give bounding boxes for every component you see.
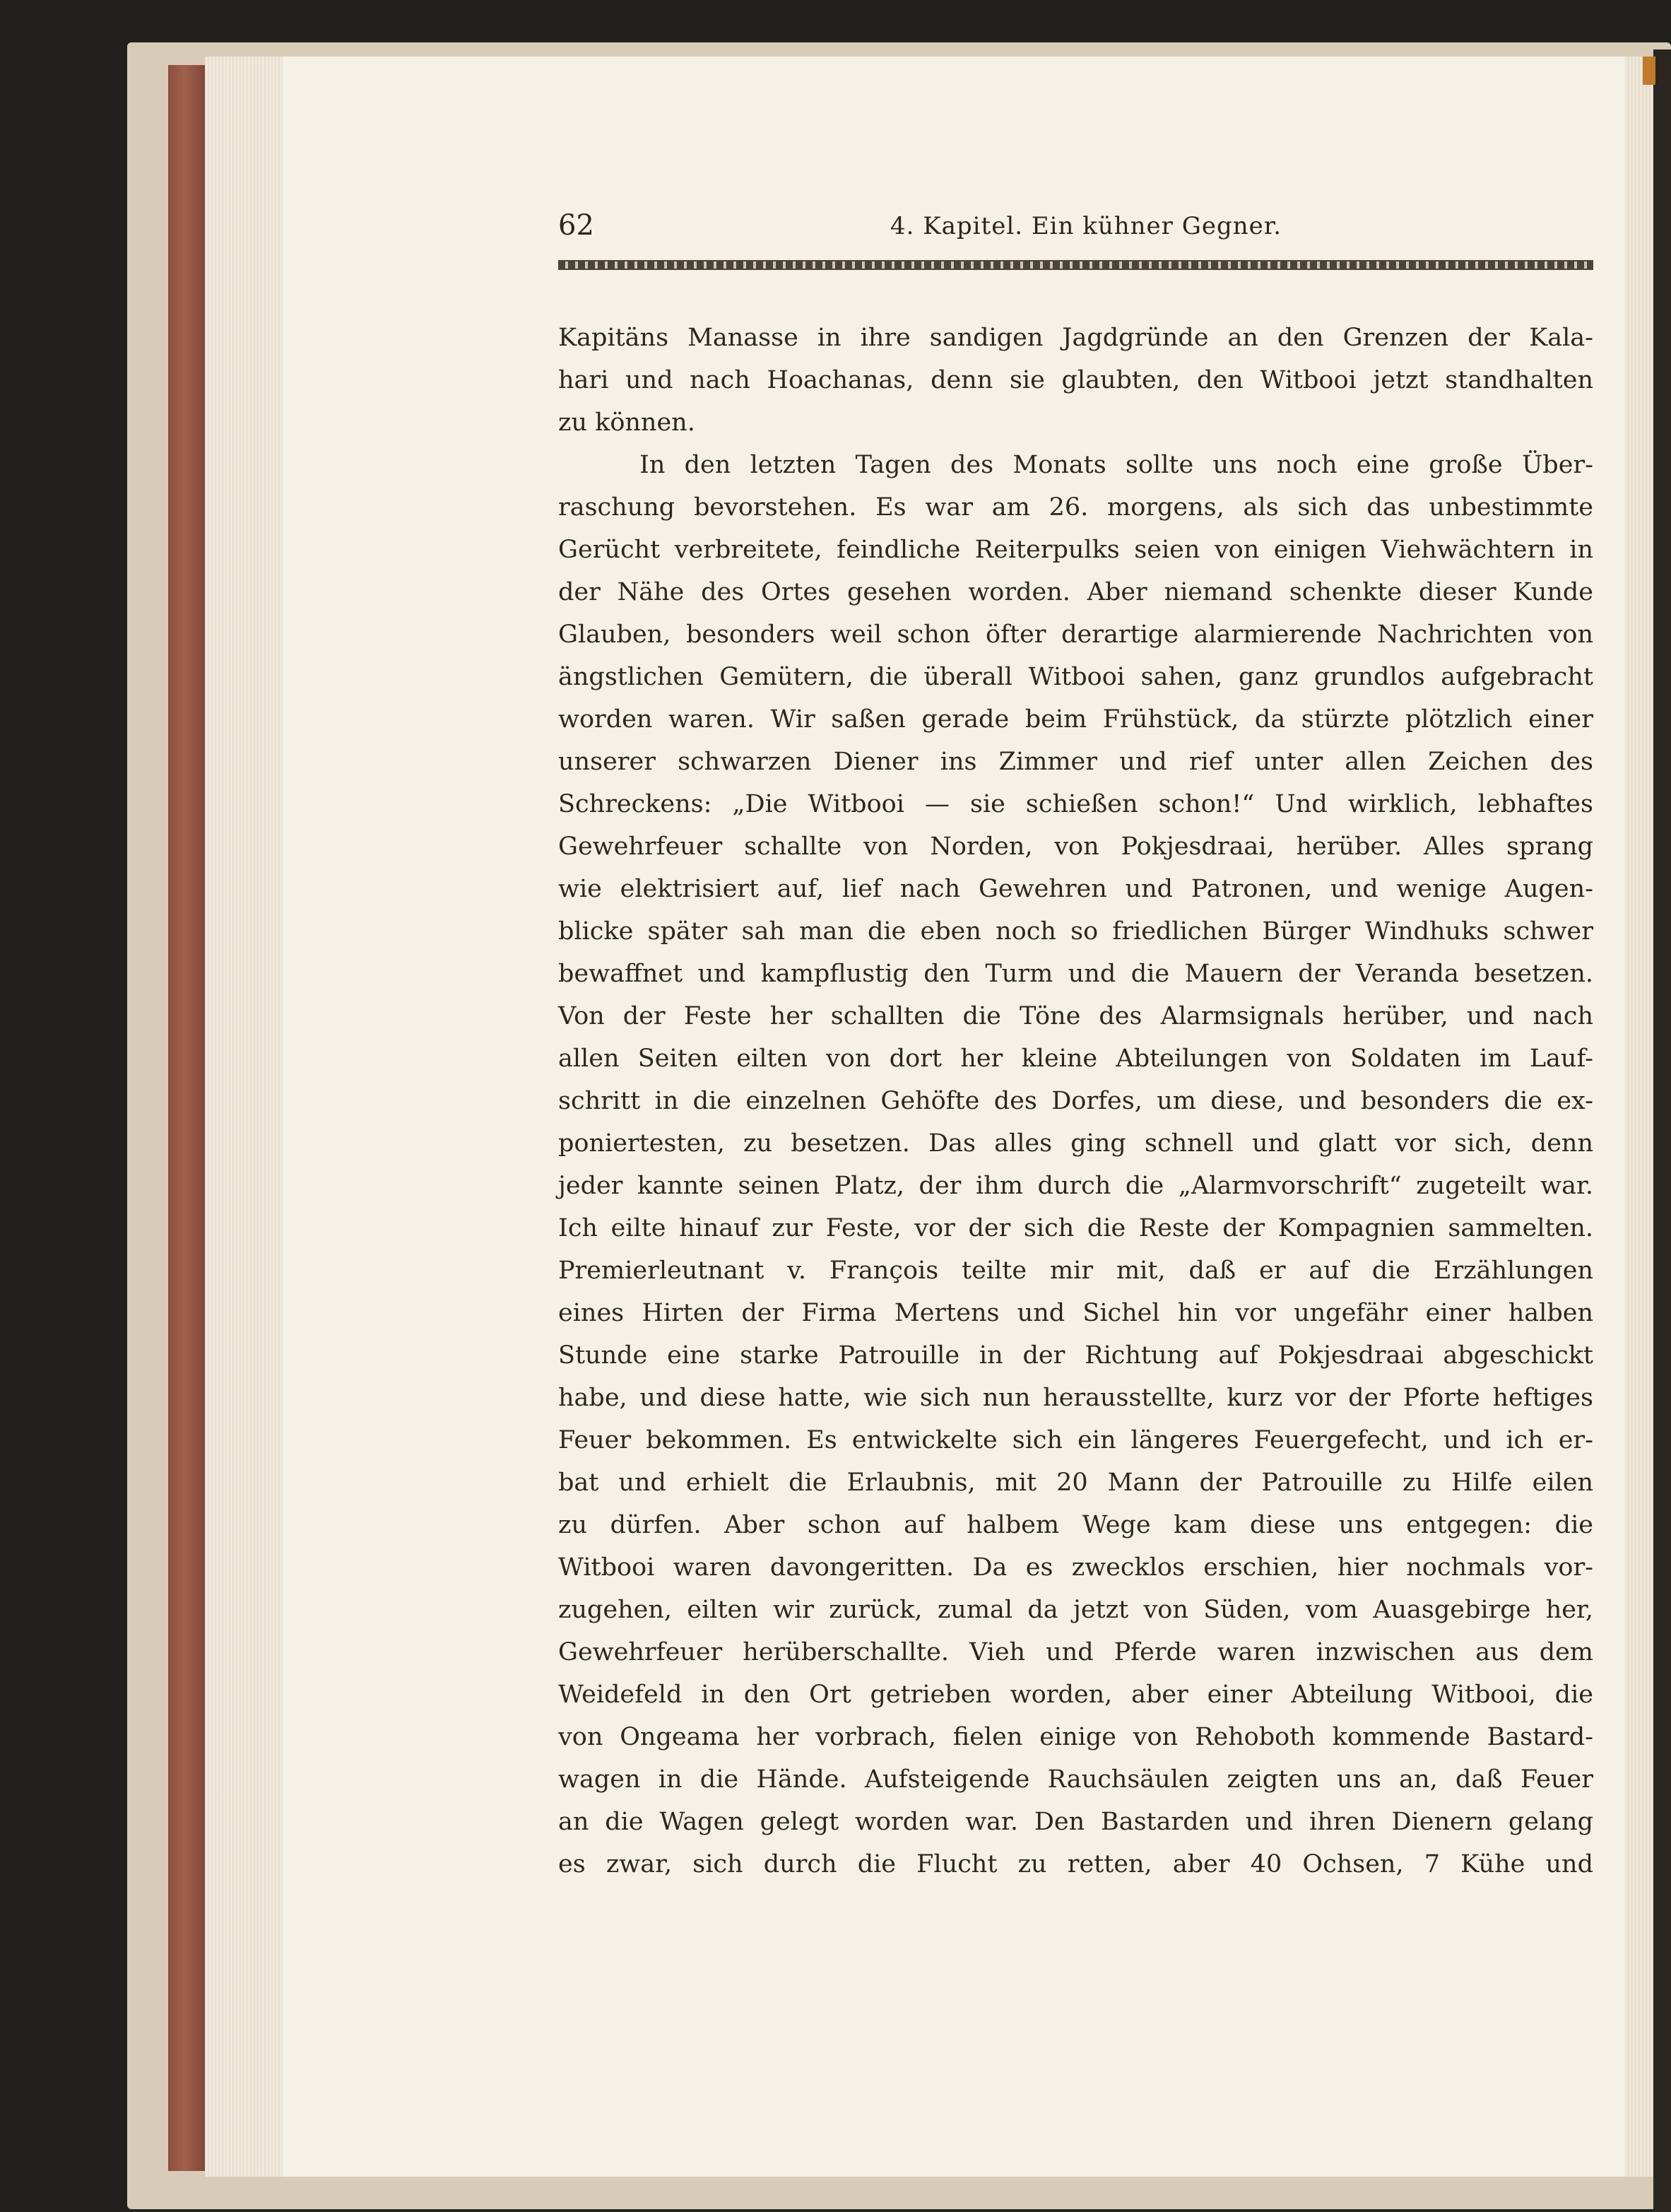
text-line: zu können. [558, 408, 695, 437]
text-line: raschung bevorstehen. Es war am 26. morgens, als sich das unbestimmte [558, 493, 1593, 522]
text-line: allen Seiten eilten von dort her kleine Abteilungen von Soldaten im Lauf- [558, 1045, 1593, 1073]
text-line: Gewehrfeuer herüberschallte. Vieh und Pferde waren inzwischen aus dem [558, 1638, 1593, 1666]
text-line: zugehen, eilten wir zurück, zumal da jetzt von Süden, vom Auasgebirge her, [558, 1596, 1593, 1624]
text-line: der Nähe des Ortes gesehen worden. Aber niemand schenkte dieser Kunde [558, 578, 1593, 606]
text-line: jeder kannte seinen Platz, der ihm durch die „Alarmvorschrift“ zugeteilt war. [558, 1172, 1593, 1200]
facing-page-gutter [1653, 49, 1671, 2212]
text-line: an die Wagen gelegt worden war. Den Bastarden und ihren Dienern gelang [558, 1808, 1593, 1836]
bookmark-tab [1643, 57, 1655, 85]
text-line: ängstlichen Gemütern, die überall Witbooi sahen, ganz grundlos aufgebracht [558, 663, 1593, 691]
text-line: es zwar, sich durch die Flucht zu retten, aber 40 Ochsen, 7 Kühe und [558, 1850, 1593, 1878]
text-line: Premierleutnant v. François teilte mir mit, daß er auf die Erzählungen [558, 1257, 1593, 1285]
text-line: Kapitäns Manasse in ihre sandigen Jagdgründe an den Grenzen der Kala- [558, 324, 1593, 352]
text-line: blicke später sah man die eben noch so friedlichen Bürger Windhuks schwer [558, 917, 1593, 946]
text-line: Witbooi waren davongeritten. Da es zwecklos erschien, hier nochmals vor- [558, 1553, 1593, 1582]
body-text [558, 317, 1593, 1928]
running-head: 4. Kapitel. Ein kühner Gegner. [890, 212, 1282, 240]
page-header [558, 209, 1597, 252]
text-line: wagen in die Hände. Aufsteigende Rauchsäulen zeigten uns an, daß Feuer [558, 1765, 1593, 1794]
text-line: bat und erhielt die Erlaubnis, mit 20 Mann der Patrouille zu Hilfe eilen [558, 1469, 1593, 1497]
text-line: worden waren. Wir saßen gerade beim Frühstück, da stürzte plötzlich einer [558, 705, 1593, 734]
text-line: poniertesten, zu besetzen. Das alles ging schnell und glatt vor sich, denn [558, 1129, 1593, 1158]
text-line: Gewehrfeuer schallte von Norden, von Pokjesdraai, herüber. Alles sprang [558, 833, 1593, 861]
text-line: In den letzten Tagen des Monats sollte uns noch eine große Über- [639, 451, 1593, 479]
text-line: Glauben, besonders weil schon öfter derartige alarmierende Nachrichten von [558, 620, 1593, 649]
text-line: Weidefeld in den Ort getrieben worden, aber einer Abteilung Witbooi, die [558, 1681, 1593, 1709]
page-number: 62 [558, 209, 594, 242]
text-line: zu dürfen. Aber schon auf halbem Wege kam diese uns entgegen: die [558, 1511, 1593, 1539]
text-line: Stunde eine starke Patrouille in der Richtung auf Pokjesdraai abgeschickt [558, 1341, 1593, 1370]
text-line: bewaffnet und kampflustig den Turm und die Mauern der Veranda besetzen. [558, 960, 1593, 988]
text-line: schritt in die einzelnen Gehöfte des Dorfes, um diese, und besonders die ex- [558, 1087, 1593, 1115]
page-edges-right [1625, 57, 1653, 2177]
text-line: Von der Feste her schallten die Töne des Alarmsignals herüber, und nach [558, 1002, 1593, 1030]
text-line: habe, und diese hatte, wie sich nun herausstellte, kurz vor der Pforte heftiges [558, 1384, 1593, 1412]
cover-spine-edge [168, 65, 208, 2171]
text-line: eines Hirten der Firma Mertens und Sichel hin vor ungefähr einer halben [558, 1299, 1593, 1327]
ornamental-rule [558, 260, 1593, 270]
text-line: Feuer bekommen. Es entwickelte sich ein längeres Feuergefecht, und ich er- [558, 1426, 1593, 1454]
text-line [558, 1886, 1593, 1928]
text-line: von Ongeama her vorbrach, fielen einige von Rehoboth kommende Bastard- [558, 1723, 1593, 1751]
text-line: hari und nach Hoachanas, denn sie glaubten, den Witbooi jetzt standhalten [558, 366, 1593, 394]
text-line: wie elektrisiert auf, lief nach Gewehren und Patronen, und wenige Augen- [558, 875, 1593, 903]
text-line: unserer schwarzen Diener ins Zimmer und rief unter allen Zeichen des [558, 748, 1593, 776]
text-line: Schreckens: „Die Witbooi — sie schießen schon!“ Und wirklich, lebhaftes [558, 790, 1593, 818]
page-edges-left [205, 57, 283, 2177]
text-line: Gerücht verbreitete, feindliche Reiterpulks seien von einigen Viehwächtern in [558, 536, 1593, 564]
text-line: Ich eilte hinauf zur Feste, vor der sich die Reste der Kompagnien sammelten. [558, 1214, 1593, 1242]
